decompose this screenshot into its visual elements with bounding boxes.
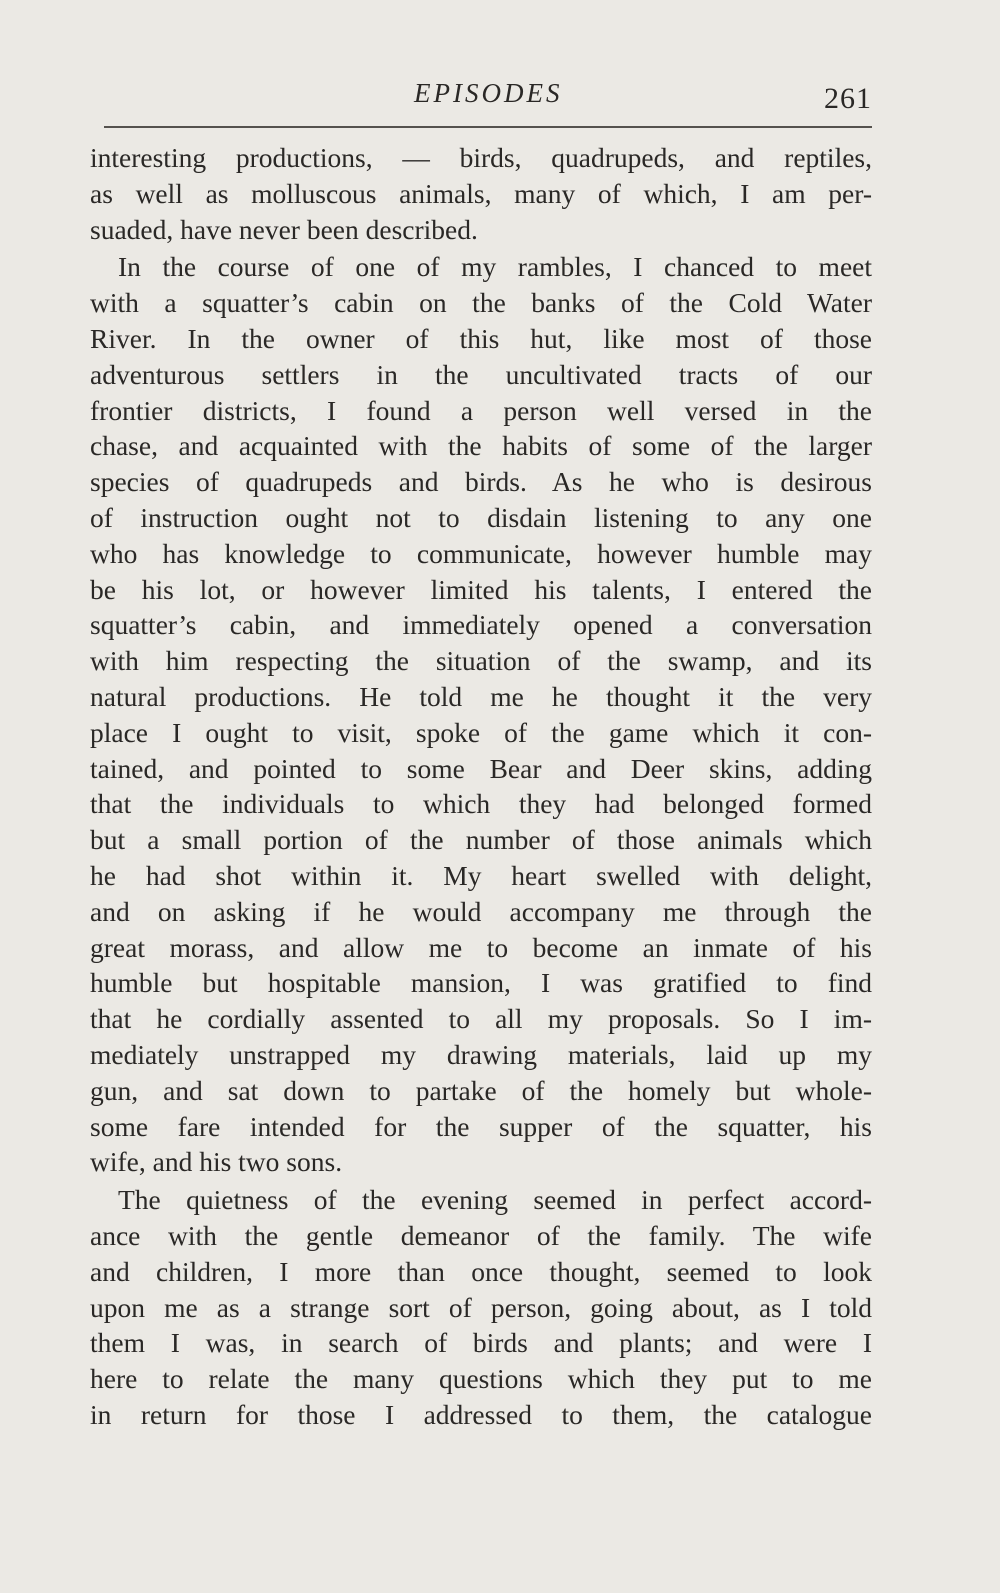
page-header	[104, 74, 872, 126]
text-line: upon me as a strange sort of person, going about, as I told	[90, 1291, 872, 1323]
text-line: and children, I more than once thought, seemed to look	[90, 1255, 872, 1287]
body-text	[90, 140, 872, 1433]
text-line: gun, and sat down to partake of the homely but whole-	[90, 1074, 872, 1106]
text-line: who has knowledge to communicate, however humble may	[90, 537, 872, 569]
text-line: tained, and pointed to some Bear and Deer skins, adding	[90, 752, 872, 784]
text-line: mediately unstrapped my drawing materials, laid up my	[90, 1038, 872, 1070]
text-line: The quietness of the evening seemed in perfect accord-	[118, 1184, 872, 1216]
header-rule	[104, 126, 872, 128]
text-line: natural productions. He told me he thought it the very	[90, 680, 872, 712]
text-line: humble but hospitable mansion, I was gratified to find	[90, 967, 872, 999]
text-line: species of quadrupeds and birds. As he who is desirous	[90, 466, 872, 498]
text-line: be his lot, or however limited his talents, I entered the	[90, 573, 872, 605]
text-line: as well as molluscous animals, many of which, I am per-	[90, 177, 872, 209]
text-line: place I ought to visit, spoke of the game which it con-	[90, 716, 872, 748]
text-line: some fare intended for the supper of the squatter, his	[90, 1110, 872, 1142]
text-line: that the individuals to which they had belonged formed	[90, 788, 872, 820]
text-line: in return for those I addressed to them, the catalogue	[90, 1398, 872, 1430]
text-line: chase, and acquainted with the habits of some of the larger	[90, 430, 872, 462]
page-number: 261	[824, 82, 872, 115]
text-line: with a squatter’s cabin on the banks of the Cold Water	[90, 287, 872, 319]
text-line: squatter’s cabin, and immediately opened a conversation	[90, 609, 872, 641]
text-line: and on asking if he would accompany me through the	[90, 895, 872, 927]
text-line: In the course of one of my rambles, I chanced to meet	[118, 251, 872, 283]
text-line: of instruction ought not to disdain listening to any one	[90, 501, 872, 533]
text-line: here to relate the many questions which they put to me	[90, 1363, 872, 1395]
text-line: adventurous settlers in the uncultivated tracts of our	[90, 358, 872, 390]
text-line: but a small portion of the number of those animals which	[90, 824, 872, 856]
text-line: them I was, in search of birds and plants; and were I	[90, 1327, 872, 1359]
text-line: suaded, have never been described.	[90, 213, 478, 245]
text-line: that he cordially assented to all my proposals. So I im-	[90, 1003, 872, 1035]
text-line: ance with the gentle demeanor of the family. The wife	[90, 1219, 872, 1251]
text-line: with him respecting the situation of the swamp, and its	[90, 645, 872, 677]
text-line: frontier districts, I found a person well versed in the	[90, 394, 872, 426]
text-line: great morass, and allow me to become an inmate of his	[90, 931, 872, 963]
text-line: interesting productions, — birds, quadrupeds, and reptiles,	[90, 142, 872, 173]
running-title: EPISODES	[414, 78, 563, 108]
text-line: wife, and his two sons.	[90, 1146, 343, 1178]
text-line: he had shot within it. My heart swelled with delight,	[90, 859, 872, 891]
text-line: River. In the owner of this hut, like most of those	[90, 322, 872, 354]
